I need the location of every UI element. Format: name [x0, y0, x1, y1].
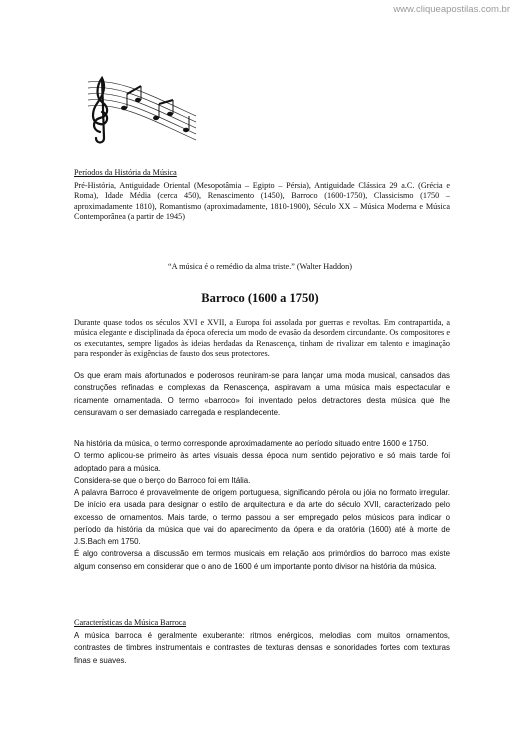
paragraph-afortunados: Os que eram mais afortunados e poderosos reuniram-se para lançar uma moda musical, cansados das construções refinadas e complexas da Renascença, aspiravam a uma música mais espectacular e ricamente ornamentada. O termo «barroco» foi inventado pelos detractores desta música que lhe censuravam o ser demasiado carregada e resplandecente. [74, 371, 450, 417]
quote: “A música é o remédio da alma triste.” (Walter Haddon) [168, 262, 352, 271]
paragraph-controversa: É algo controversa a discussão em termos musicais em relação aos primórdios do barroco mas existe algum consenso em considerar que o ano de 1600 é um importante ponto divisor na história da música. [74, 549, 450, 571]
characteristics-title: Características da Música Barroca [74, 618, 187, 627]
paragraph-berco: Considera-se que o berço do Barroco foi em Itália. [74, 475, 251, 485]
site-url[interactable]: www.cliqueapostilas.com.br [393, 4, 510, 15]
page-title: Barroco (1600 a 1750) [201, 291, 319, 305]
periods-title: Períodos da História da Música [74, 168, 177, 177]
periods-text: Pré-História, Antiguidade Oriental (Mesopotâmia – Egipto – Pérsia), Antiguidade Clássica 29 a.C. (Grécia e Roma), Idade Média (cerca 450), Renascimento (1450), Barroco (1600-1750), Classicismo (1750 – aproximadamente 1810), Romantismo (aproximadamente, 1810-1900), Século XX – Música Moderna e Música Contemporânea (a partir de 1945) [74, 181, 450, 221]
intro-paragraph: Durante quase todos os séculos XVI e XVII, a Europa foi assolada por guerras e revoltas. Em contrapartida, a música elegante e disciplinada da época oferecia um modo de evasão da desordem circundante. Os compositores e os executantes, sempre ligados às ideias herdadas da Renascença, tinham de rivalizar em talento e imaginação para responder às exigências de fausto dos seus protectores. [74, 318, 450, 358]
characteristics-text: A música barroca é geralmente exuberante: ritmos enérgicos, melodias com muitos ornamentos, contrastes de timbres instrumentais e contrastes de texturas densas e sonoridades fortes com texturas finas e suaves. [74, 631, 450, 665]
treble-clef-music-notes-icon [78, 72, 198, 148]
paragraph-artes-visuais: O termo aplicou-se primeiro às artes visuais dessa época num sentido pejorativo e só mais tarde foi adoptado para a música. [74, 451, 450, 473]
paragraph-historia: Na história da música, o termo corresponde aproximadamente ao período situado entre 1600 e 1750. [74, 439, 429, 448]
paragraph-origem: A palavra Barroco é provavelmente de origem portuguesa, significando pérola ou jóia no formato irregular. De início era usada para designar o estilo de arquitectura e da arte do século XVII, caracterizado pelo excesso de ornamentos. Mais tarde, o termo passou a ser empregado pelos músicos para indicar o período da história da música que vai do aparecimento da ópera e da oratória (1600) até à morte de J.S.Bach em 1750. [74, 488, 450, 546]
